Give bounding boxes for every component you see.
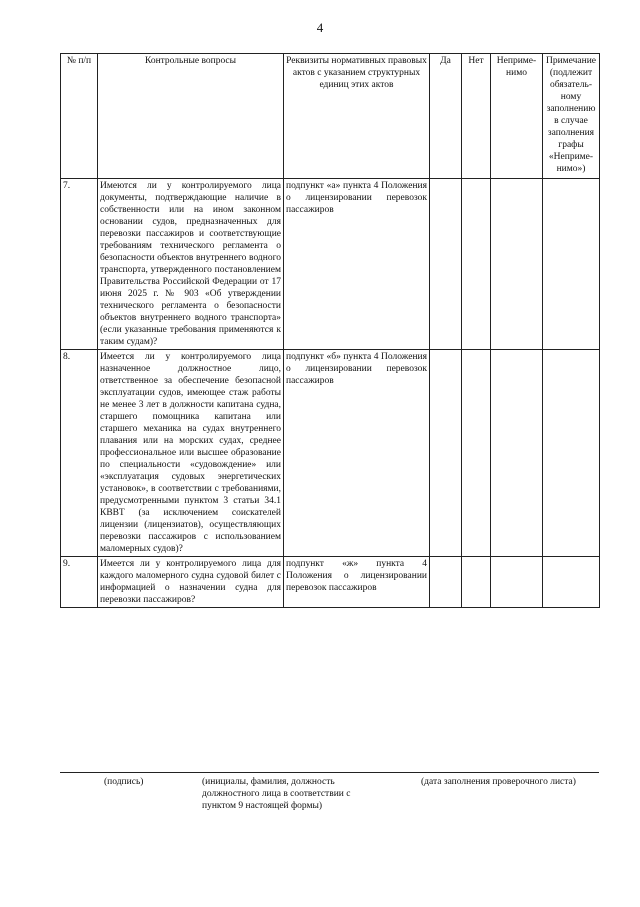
header-yes: Да	[430, 54, 462, 179]
header-no: Нет	[462, 54, 491, 179]
row-na-cell[interactable]	[491, 179, 543, 350]
row-num: 7.	[61, 179, 98, 350]
row-question: Имеется ли у контролируемого лица назначенное должностное лицо, ответственное за обеспечение безопасной эксплуатации судов, имеющее стаж работы не менее 3 лет в должности капитана судна, старшего помощника капитана или старшего механика на судах внутреннего плавания или на морских судах, среднее профессиональное или высшее образование по специальности «судовождение» или «эксплуатация судовых энергетических установок», в соответствии с требованиями, предусмотренными пунктом 3 статьи 34.1 КВВТ (за исключением соискателей лицензии (лицензиатов), осуществляющих перевозки пассажиров с использованием маломерных судов)?	[98, 350, 284, 557]
row-note-cell[interactable]	[543, 557, 600, 608]
table-row	[61, 350, 600, 557]
row-note-cell[interactable]	[543, 179, 600, 350]
table-row	[61, 179, 600, 350]
header-note: Примечание (подлежит обязатель-ному заполнению в случае заполнения графы «Неприме-нимо»)	[543, 54, 600, 179]
signature-line	[60, 772, 599, 773]
page-number: 4	[316, 20, 324, 35]
row-num: 9.	[61, 557, 98, 608]
date-label: (дата заполнения проверочного листа)	[421, 777, 576, 787]
header-na: Неприме-нимо	[491, 54, 543, 179]
row-question: Имеются ли у контролируемого лица документы, подтверждающие наличие в собственности или на ином законном основании судов, предназначенных для перевозки пассажиров и соответствующие требованиям технического регламента о безопасности объектов внутреннего водного транспорта, утвержденного постановлением Правительства Российской Федерации от 17 июня 2025 г. № 903 «Об утверждении технического регламента о безопасности объектов внутреннего водного транспорта» (если указанные требования применяются к таким судам)?	[98, 179, 284, 350]
row-ref: подпункт «б» пункта 4 Положения о лицензировании перевозок пассажиров	[284, 350, 430, 557]
row-yes-cell[interactable]	[430, 557, 462, 608]
row-note-cell[interactable]	[543, 350, 600, 557]
row-no-cell[interactable]	[462, 557, 491, 608]
row-ref: подпункт «а» пункта 4 Положения о лицензировании перевозок пассажиров	[284, 179, 430, 350]
row-na-cell[interactable]	[491, 350, 543, 557]
signature-label: (подпись)	[104, 777, 144, 787]
table-header-row	[61, 54, 600, 179]
row-num: 8.	[61, 350, 98, 557]
header-question: Контрольные вопросы	[98, 54, 284, 179]
row-na-cell[interactable]	[491, 557, 543, 608]
name-position-label: (инициалы, фамилия, должность должностного лица в соответствии с пунктом 9 настоящей формы)	[202, 777, 351, 811]
table-row	[61, 557, 600, 608]
row-yes-cell[interactable]	[430, 350, 462, 557]
row-no-cell[interactable]	[462, 179, 491, 350]
row-question: Имеется ли у контролируемого лица для каждого маломерного судна судовой билет с информацией о назначении судна для перевозки пассажиров?	[98, 557, 284, 608]
row-yes-cell[interactable]	[430, 179, 462, 350]
row-no-cell[interactable]	[462, 350, 491, 557]
header-num: № п/п	[61, 54, 98, 179]
checklist-table	[60, 53, 600, 608]
header-ref: Реквизиты нормативных правовых актов с указанием структурных единиц этих актов	[284, 54, 430, 179]
row-ref: подпункт «ж» пункта 4 Положения о лицензировании перевозок пассажиров	[284, 557, 430, 608]
